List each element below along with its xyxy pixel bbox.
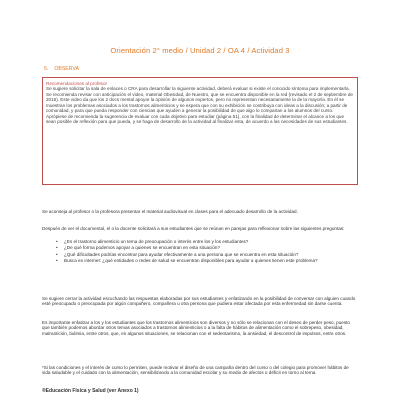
intro-paragraph: Se aconseja al profesor o la profesora presentar el material audiovisual en clases para el adecuado desarrollo de la actividad. [42,209,298,214]
question-item: • ¿Qué dificultades podrías encontrar para ayudar efectivamente a una persona que se encuentra en esta situación? [56,252,356,257]
section-heading [44,66,79,72]
emphasis-paragraph: Es importante enfatizar a los y los estudiantes que los trastornos alimenticios son diversos y no sólo se relacionan con el deseo de perder peso, puesto que también podemos abordar otros temas asociados a trastornos alimenticios o a la falta de hábitos de alimentación como el sobrepeso, obesidad, malnutrición, bulimia, entre otros, que, en algunos situaciones, se relacionan con el sedentarismo, la ansiedad, el descontrol de impulsos, entre otros. [42,320,350,336]
box-text: Se sugiere solicitar la sala de enlaces o CRA para desarrollar la siguiente actividad, deberá evaluar si existe el conocido síntoma para implementarla. Se recomienda revisar con anticipación el video, material Obesidad, de Nuestro, que se encuentra disponible en la red (revisado el 2 de septiembre de 2015). Este video da que los 2 docs mental apoyar la opinión de algunos expertos, pero no representan necesariamente la de la mayoría. En él se muestran los problemas asociados a los trastornos alimenticios y se espera que con su exhibición se contribuya con ideas a la discusión; a partir de comunidad, y para que pueda responder con ciencias que ayuden a generar la posibilidad de que algo lo compartan a los alumnos del curso. Aprópiese de recomienda la sugerencia de evaluar con cada objetivo para estudiar (página 51), con la finalidad de determinar el alcance a los que sean posible de reflexión para que pueda, y se haga de desarrollo de la actividad al finalizar esta, de acuerdo a las necesidades de sus estudiantes. [46,86,353,125]
question-item: • ¿Es el trastorno alimenticio un tema de preocupación o interés entre los y los estudiantes? [56,239,356,244]
box-heading: Recomendaciones al profesor [46,81,108,86]
instruction-paragraph: Después de ver el documental, el o la docente solicitará a sus estudiantes que se reúnan en parejas para reflexionar sobre las siguientes preguntas: [42,226,345,231]
page-title: Orientación 2° medio / Unidad 2 / OA 4 / Actividad 3 [110,46,290,55]
question-list [56,239,356,264]
section-label: OBSERVA [54,66,79,72]
cross-reference-note: ®Educación Física y Salud (ver Anexo 1) [42,388,139,394]
section-number: 5. [44,66,49,72]
question-item: • Busca en internet: ¿qué entidades o redes de salud se encuentran disponibles para ayudar a quienes tienen este problema? [56,258,356,263]
closing-paragraph: Se sugiere cerrar la actividad escuchando las respuestas elaboradas por sus estudiantes y enfatizando en la posibilidad de conversar con alguien cuando esté preocupado o preocupada por algún compañero, compañera u otra persona que pudiera estar afectada por esta enfermedad sin darse cuenta. [42,296,356,307]
question-item: • ¿De qué forma podemos apoyar a quienes se encuentran en esta situación? [56,245,356,250]
campaign-paragraph: *Si las condiciones y el interés de curso lo permiten, puede motivar el diseño de una campaña dentro del curso o del colegio para promover hábitos de vida saludable y el cuidado con la alimentación, sensibilizando a la comunidad escolar y su medio de afectos o déficit en torno al tema. [42,365,349,376]
teacher-recommendations-box [42,77,358,185]
